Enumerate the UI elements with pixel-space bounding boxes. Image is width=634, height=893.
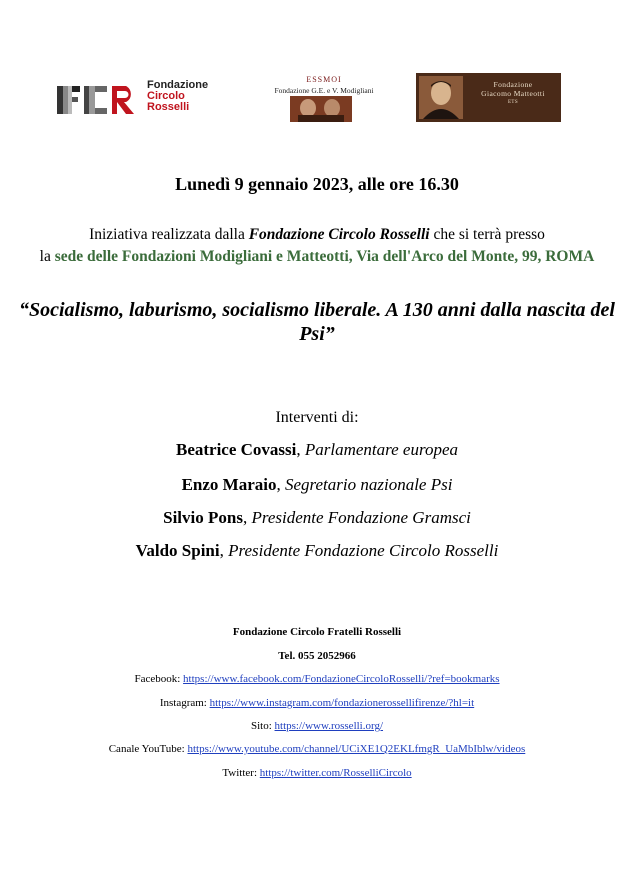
speaker-role: Segretario nazionale Psi xyxy=(284,475,453,494)
speaker-name: Enzo Maraio xyxy=(181,475,277,494)
matteotti-logo-text xyxy=(466,80,560,107)
fcr-logo-line3: Rosselli xyxy=(147,101,190,113)
speaker-name: Beatrice Covassi xyxy=(175,440,297,459)
fcr-logo-line1: Fondazione xyxy=(147,79,209,91)
speaker-name: Valdo Spini xyxy=(135,541,220,560)
intro-text-2: che si terrà presso xyxy=(429,226,545,243)
footer-instagram xyxy=(0,697,634,709)
matteotti-logo-line1: Fondazione xyxy=(493,80,533,89)
youtube-label: Canale YouTube: xyxy=(108,743,188,755)
fcr-logo xyxy=(57,80,227,120)
intro-text-1: Iniziativa realizzata dalla xyxy=(89,226,249,243)
speaker-item: Enzo Maraio, Segretario nazionale Psi xyxy=(181,475,453,494)
intro-paragraph xyxy=(0,224,634,268)
website-link[interactable]: https://www.rosselli.org/ xyxy=(274,720,384,732)
instagram-label: Instagram: xyxy=(159,697,210,709)
twitter-label: Twitter: xyxy=(222,767,260,779)
speaker-item: Valdo Spini, Presidente Fondazione Circolo Rosselli xyxy=(135,541,499,560)
event-location: sede delle Fondazioni Modigliani e Matteotti, Via dell'Arco del Monte, 99, ROMA xyxy=(54,248,595,265)
event-title xyxy=(0,298,634,346)
instagram-link[interactable]: https://www.instagram.com/fondazionerossellifirenze/?hl=it xyxy=(209,697,475,709)
matteotti-portrait-icon xyxy=(419,76,463,119)
facebook-link[interactable]: https://www.facebook.com/FondazioneCircoloRosselli/?ref=bookmarks xyxy=(183,673,500,685)
speaker-name: Silvio Pons xyxy=(163,508,243,527)
event-title-text: “Socialismo, laburismo, socialismo liberale. A 130 anni dalla nascita del Psi” xyxy=(19,299,615,345)
twitter-link[interactable]: https://twitter.com/RosselliCircolo xyxy=(259,767,412,779)
footer-telephone: Tel. 055 2052966 xyxy=(278,650,356,662)
intro-org-name: Fondazione Circolo Rosselli xyxy=(248,226,430,243)
speaker-role: Presidente Fondazione Circolo Rosselli xyxy=(228,541,499,560)
speaker-role: Presidente Fondazione Gramsci xyxy=(251,508,471,527)
event-date: Lunedì 9 gennaio 2023, alle ore 16.30 xyxy=(175,174,459,194)
footer-website xyxy=(0,720,634,732)
fcr-logo-text xyxy=(147,80,208,113)
modigliani-logo-subtitle: Fondazione G.E. e V. Modigliani xyxy=(274,86,374,95)
footer-facebook xyxy=(0,673,634,685)
fcr-logo-line2: Circolo xyxy=(147,90,185,102)
youtube-link[interactable]: https://www.youtube.com/channel/UCiXE1Q2EKLfmgR_UaMbIblw/videos xyxy=(187,743,526,755)
website-label: Sito: xyxy=(250,720,275,732)
modigliani-logo-title: ESSMOI xyxy=(306,75,342,84)
speakers-label: Interventi di: xyxy=(275,409,359,426)
facebook-label: Facebook: xyxy=(134,673,184,685)
footer-org-name: Fondazione Circolo Fratelli Rosselli xyxy=(232,626,402,638)
matteotti-logo xyxy=(416,73,561,122)
speaker-item: Silvio Pons, Presidente Fondazione Gramsci xyxy=(163,508,471,527)
footer-twitter xyxy=(0,767,634,779)
matteotti-logo-line2: Giacomo Matteotti xyxy=(481,89,545,98)
speaker-role: Parlamentare europea xyxy=(304,440,458,459)
matteotti-logo-line3: ETS xyxy=(507,100,519,105)
modigliani-photo-icon xyxy=(290,96,352,122)
intro-text-3: la xyxy=(39,248,55,265)
modigliani-logo xyxy=(254,72,394,122)
fcr-monogram-icon xyxy=(57,82,143,118)
speaker-item: Beatrice Covassi, Parlamentare europea xyxy=(175,440,458,459)
footer-youtube xyxy=(0,743,634,755)
